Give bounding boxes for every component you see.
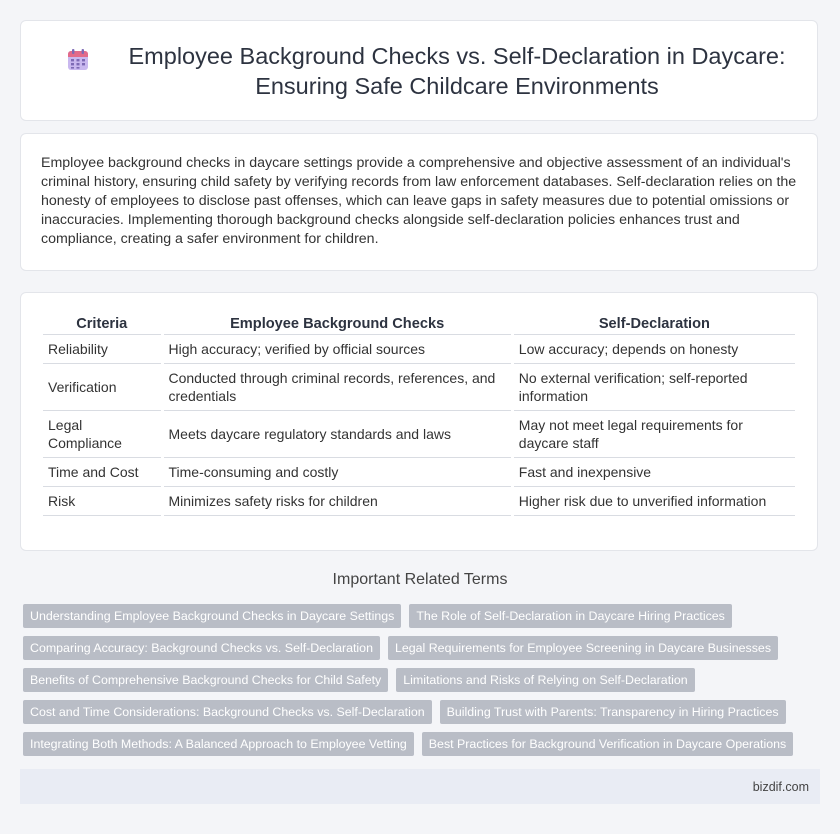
header-card <box>20 20 818 121</box>
comparison-table <box>40 313 798 516</box>
intro-card <box>20 133 818 271</box>
title-wrap <box>36 41 802 101</box>
related-tags <box>20 604 820 756</box>
header-self-declaration: Self-Declaration <box>598 316 710 332</box>
related-terms-title: Important Related Terms <box>332 571 508 588</box>
criteria-cell: Reliability <box>43 334 161 363</box>
self-declaration-cell: Higher risk due to unverified information <box>514 486 795 516</box>
related-tag[interactable]: Integrating Both Methods: A Balanced Approach to Employee Vetting <box>23 732 414 756</box>
related-tag[interactable]: Comparing Accuracy: Background Checks vs. Self-Declaration <box>23 636 380 660</box>
self-declaration-cell: No external verification; self-reported information <box>514 363 795 410</box>
table-row <box>43 410 795 457</box>
criteria-cell: Verification <box>43 363 161 410</box>
page-title: Employee Background Checks vs. Self-Declaration in Daycare: Ensuring Safe Childcare Environments <box>128 42 786 99</box>
comparison-card <box>20 292 818 551</box>
table-row <box>43 486 795 516</box>
table-header-row <box>43 313 795 334</box>
related-tag[interactable]: Limitations and Risks of Relying on Self-Declaration <box>396 668 694 692</box>
related-tag[interactable]: Understanding Employee Background Checks in Daycare Settings <box>23 604 401 628</box>
related-terms-section <box>20 568 820 756</box>
table-row <box>43 334 795 363</box>
self-declaration-cell: Fast and inexpensive <box>514 457 795 486</box>
background-check-cell: Minimizes safety risks for children <box>164 486 511 516</box>
header-criteria: Criteria <box>76 316 128 332</box>
calendar-icon <box>66 48 90 72</box>
self-declaration-cell: May not meet legal requirements for daycare staff <box>514 410 795 457</box>
related-tag[interactable]: Building Trust with Parents: Transparency in Hiring Practices <box>440 700 786 724</box>
footer <box>20 769 820 804</box>
footer-site-link[interactable]: bizdif.com <box>752 779 809 794</box>
background-check-cell: Meets daycare regulatory standards and laws <box>164 410 511 457</box>
background-check-cell: High accuracy; verified by official sources <box>164 334 511 363</box>
criteria-cell: Risk <box>43 486 161 516</box>
related-tag[interactable]: Legal Requirements for Employee Screening in Daycare Businesses <box>388 636 778 660</box>
self-declaration-cell: Low accuracy; depends on honesty <box>514 334 795 363</box>
background-check-cell: Conducted through criminal records, references, and credentials <box>164 363 511 410</box>
related-tag[interactable]: Best Practices for Background Verification in Daycare Operations <box>422 732 793 756</box>
criteria-cell: Time and Cost <box>43 457 161 486</box>
related-tag[interactable]: The Role of Self-Declaration in Daycare Hiring Practices <box>409 604 732 628</box>
criteria-cell: Legal Compliance <box>43 410 161 457</box>
table-row <box>43 457 795 486</box>
background-check-cell: Time-consuming and costly <box>164 457 511 486</box>
table-row <box>43 363 795 410</box>
related-tag[interactable]: Cost and Time Considerations: Background Checks vs. Self-Declaration <box>23 700 432 724</box>
header-background-checks: Employee Background Checks <box>230 316 445 332</box>
intro-text: Employee background checks in daycare settings provide a comprehensive and objective assessment of an individual's criminal history, ensuring child safety by verifying records from law enforcement databases. Self-declaration relies on the honesty of employees to disclose past offenses, which can leave gaps in safety measures due to potential omissions or inaccuracies. Implementing thorough background checks alongside self-declaration policies enhances trust and compliance, creating a safer environment for children. <box>41 155 797 247</box>
related-tag[interactable]: Benefits of Comprehensive Background Checks for Child Safety <box>23 668 388 692</box>
